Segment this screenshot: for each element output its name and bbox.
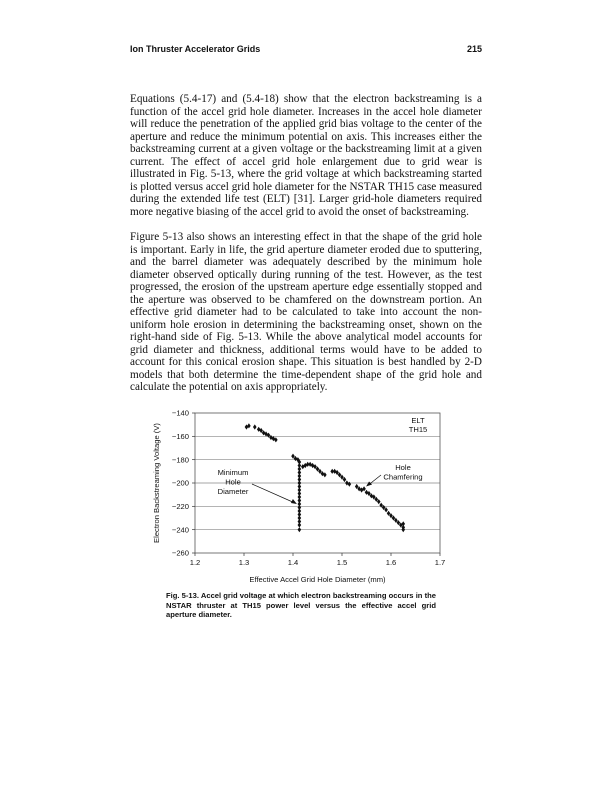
y-axis-label: Electron Backstreaming Voltage (V) (152, 423, 161, 543)
y-tick-label: −240 (171, 525, 189, 535)
x-tick-label: 1.4 (287, 558, 299, 567)
x-axis-label: Effective Accel Grid Hole Diameter (mm) (249, 575, 386, 584)
annotation-arrow (252, 484, 295, 503)
annotation-chamfering: Chamfering (383, 472, 423, 482)
y-tick-label: −180 (171, 455, 189, 465)
x-tick-label: 1.5 (336, 558, 348, 567)
data-point (298, 522, 302, 527)
y-tick-label: −140 (171, 408, 189, 418)
annotation-min-hole: Minimum (217, 468, 249, 477)
arrowhead-icon (366, 482, 372, 487)
x-tick-label: 1.6 (385, 558, 397, 567)
paragraph: Figure 5-13 also shows an interesting effect in that the shape of the grid hole is important. Early in life, the grid aperture diameter eroded due to sputtering, and the barrel diameter was adequately described by the minimum hole diameter observed optically during running of the test. However, as the test progressed, the erosion of the upstream aperture edge essentially stopped and the aperture was observed to be chamfered on the downstream portion. An effective grid diameter had to be calculated to take into account the non-uniform hole erosion in determining the backstreaming onset, shown on the right-hand side of Fig. 5-13. While the above analytical model accounts for grid diameter and thickness, additional terms would have to be added to account for this conical erosion shape. This situation is best handled by 2-D models that both determine the time-dependent shape of the grid hole and calculate the potential on axis appropriately. (130, 231, 482, 393)
legend-label: ELT (411, 416, 425, 425)
legend-label: TH15 (408, 425, 428, 434)
x-tick-label: 1.2 (189, 558, 201, 567)
arrowhead-icon (291, 499, 297, 504)
annotation-chamfering: Hole (395, 463, 411, 472)
x-tick-label: 1.7 (434, 558, 446, 567)
paragraph: Equations (5.4-17) and (5.4-18) show that the electron backstreaming is a function of the accel grid hole diameter. Increases in the accel hole diameter will reduce the penetration of the applied grid bias voltage to the center of the aperture and reduce the minimum potential on axis. This increases either the backstreaming current at a given voltage or the backstreaming limit at a given current. The effect of accel grid hole enlargement due to grid wear is illustrated in Fig. 5-13, where the grid voltage at which backstreaming started is plotted versus accel grid hole diameter for the NSTAR TH15 case measured during the extended life test (ELT) [31]. Larger grid-hole diameters required more negative biasing of the accel grid to avoid the onset of backstreaming. (130, 93, 482, 218)
annotation-min-hole: Diameter (217, 487, 249, 496)
data-point (253, 424, 257, 429)
figure-caption: Fig. 5-13. Accel grid voltage at which electron backstreaming occurs in the NSTAR thruster at TH15 power level versus the effective accel grid aperture diameter. (166, 591, 436, 619)
y-tick-label: −200 (171, 478, 189, 488)
y-tick-label: −220 (171, 501, 189, 511)
data-point (298, 527, 302, 532)
annotation-min-hole: Hole (225, 477, 241, 487)
header-title: Ion Thruster Accelerator Grids (130, 44, 261, 54)
page-number: 215 (466, 44, 482, 54)
y-tick-label: −160 (171, 431, 189, 441)
x-tick-label: 1.3 (238, 558, 250, 567)
y-tick-label: −260 (171, 548, 189, 558)
